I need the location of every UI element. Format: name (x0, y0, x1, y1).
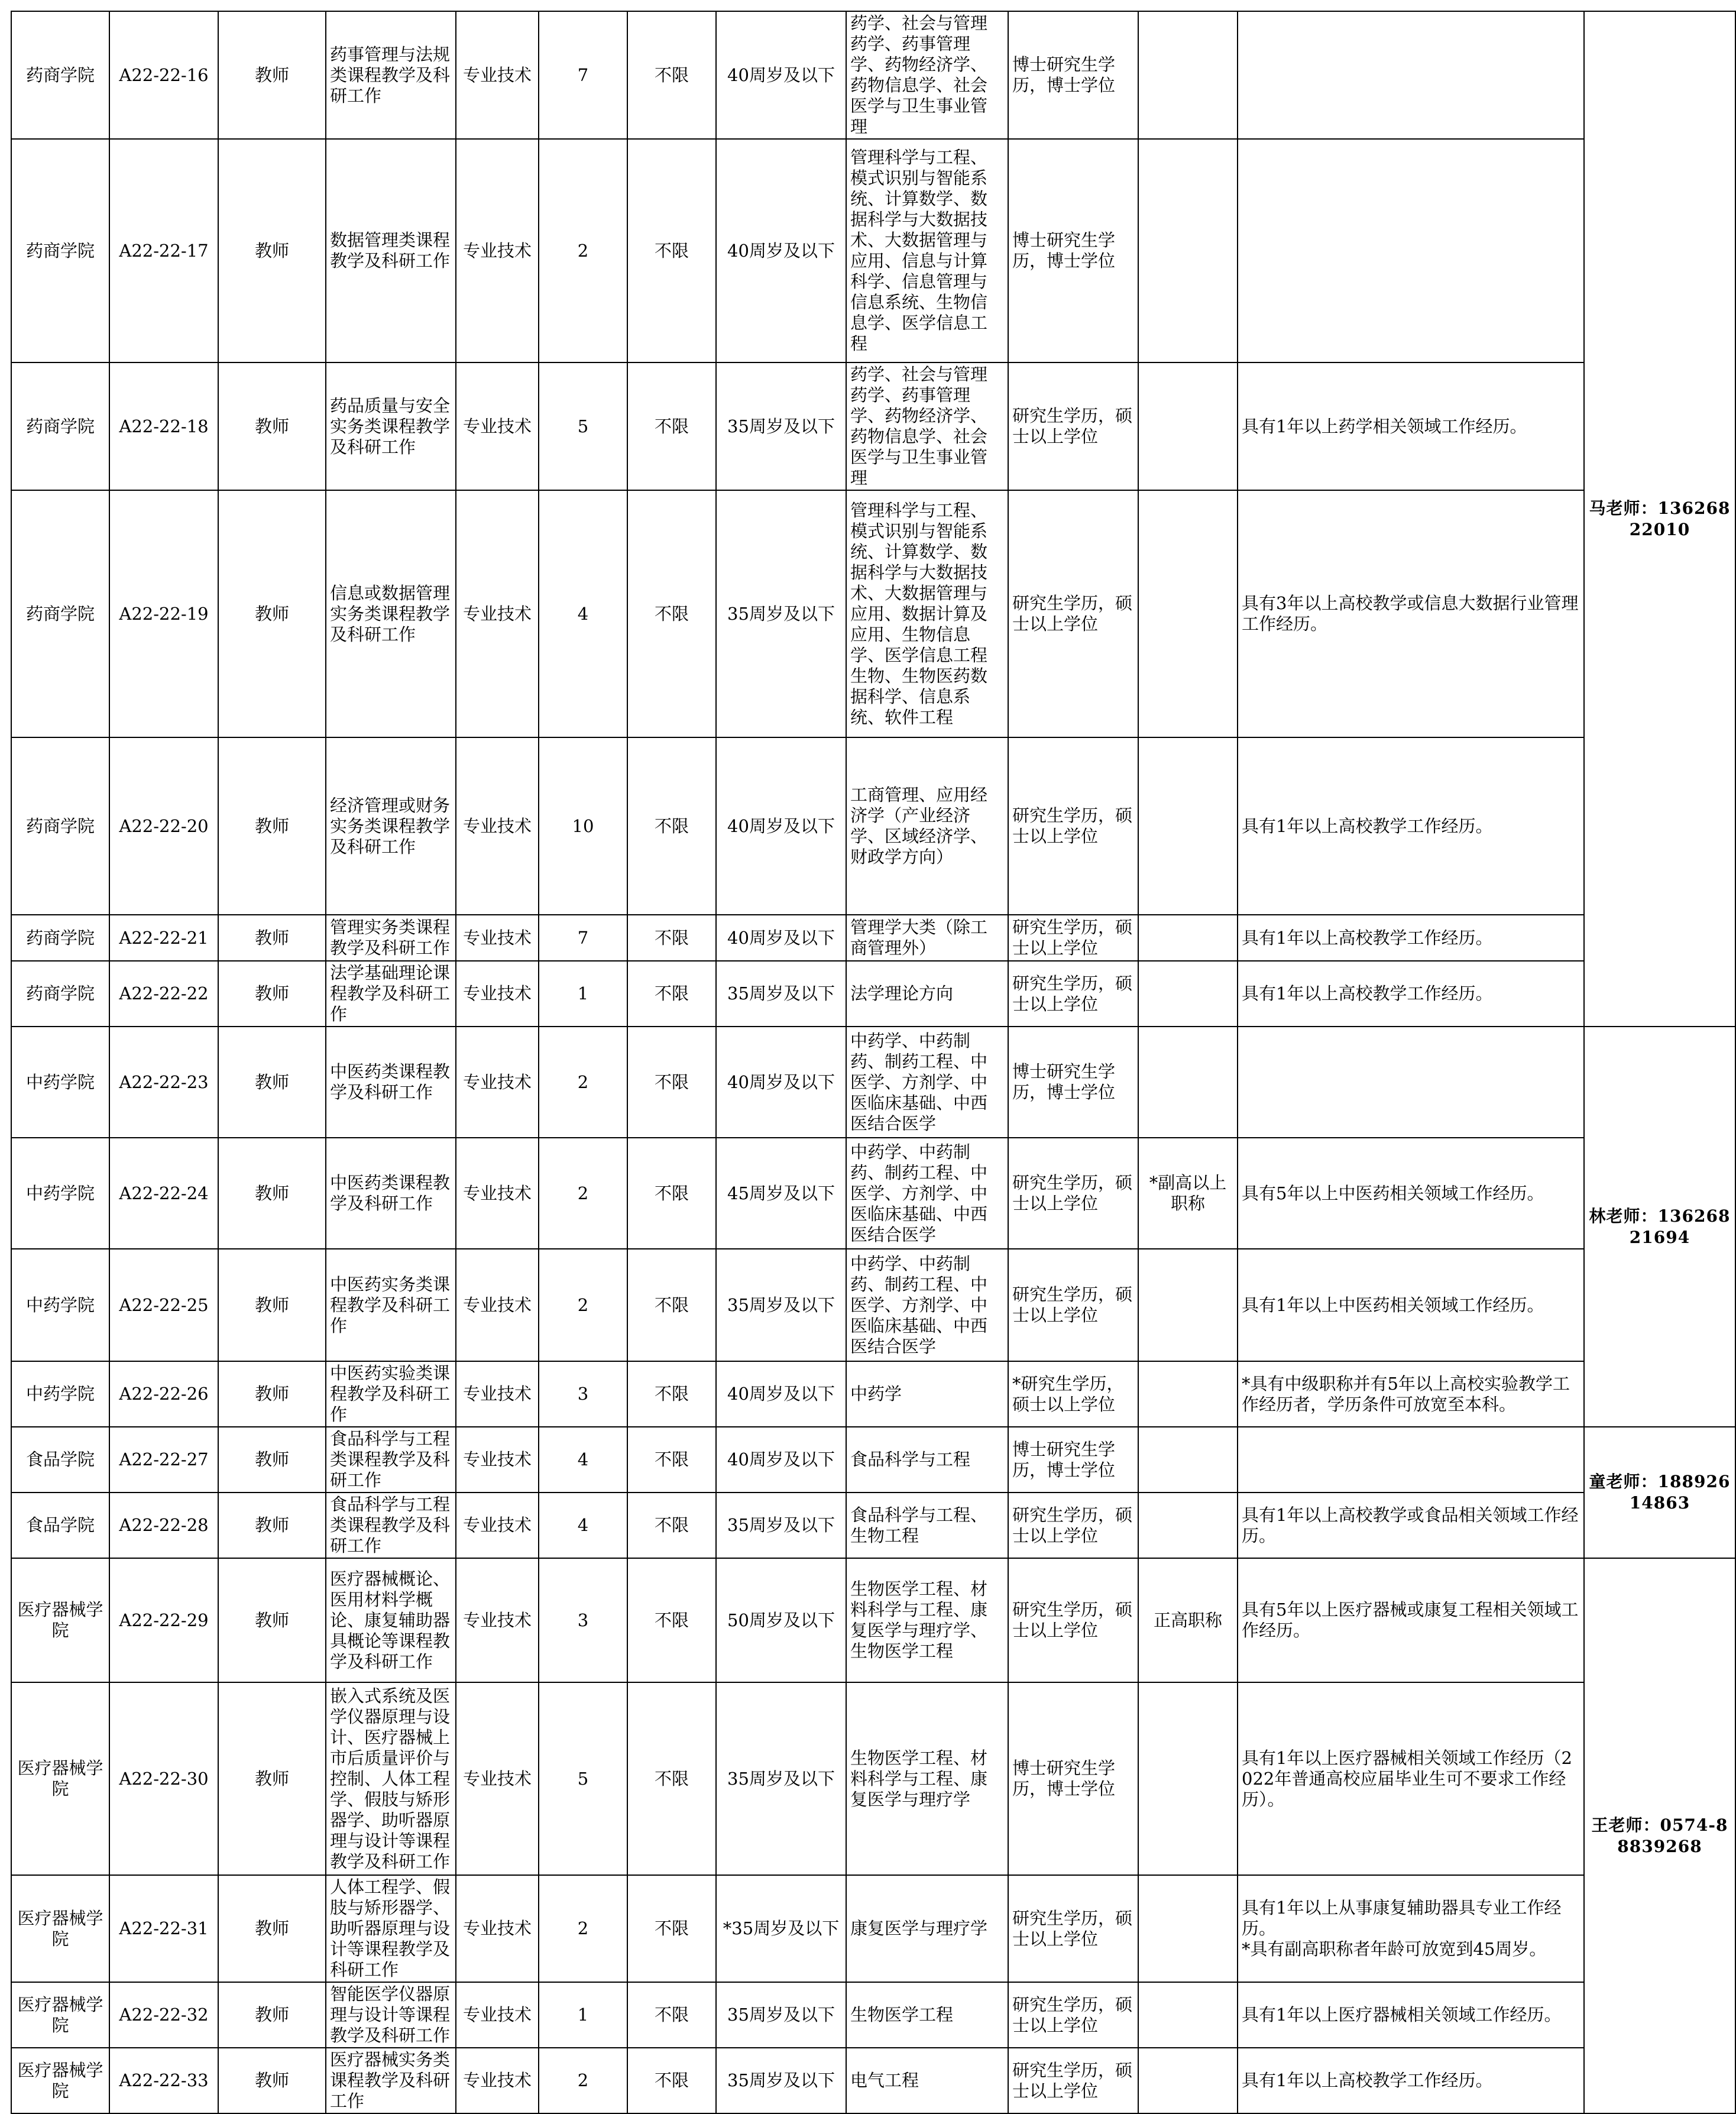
major-cell: 中药学 (846, 1361, 1008, 1427)
college-cell: 医疗器械学院 (11, 2048, 109, 2113)
education-cell: 博士研究生学历，博士学位 (1008, 1027, 1138, 1138)
title-cell (1138, 1875, 1238, 1982)
category-cell: 专业技术 (456, 1558, 539, 1682)
college-cell: 食品学院 (11, 1493, 109, 1558)
position-code-cell: A22-22-22 (109, 961, 218, 1027)
position-type-cell: 教师 (218, 737, 326, 915)
gender-cell: 不限 (627, 1427, 716, 1493)
other-requirement-cell: 具有5年以上医疗器械或康复工程相关领域工作经历。 (1238, 1558, 1584, 1682)
position-code-cell: A22-22-23 (109, 1027, 218, 1138)
other-requirement-cell: 具有1年以上医疗器械相关领域工作经历（2022年普通高校应届毕业生可不要求工作经历）。 (1238, 1682, 1584, 1875)
category-cell: 专业技术 (456, 11, 539, 139)
table-body (11, 11, 1735, 2113)
education-cell: 博士研究生学历，博士学位 (1008, 1682, 1138, 1875)
headcount-cell: 2 (539, 139, 627, 362)
headcount-cell: 2 (539, 1027, 627, 1138)
other-requirement-cell: *具有中级职称并有5年以上高校实验教学工作经历者，学历条件可放宽至本科。 (1238, 1361, 1584, 1427)
table-row (11, 139, 1735, 362)
position-code-cell: A22-22-20 (109, 737, 218, 915)
duty-cell: 信息或数据管理实务类课程教学及科研工作 (326, 490, 456, 737)
education-cell: 研究生学历，硕士以上学位 (1008, 1558, 1138, 1682)
category-cell: 专业技术 (456, 362, 539, 490)
contact-cell: 马老师：13626822010 (1584, 11, 1735, 1027)
age-cell: 35周岁及以下 (716, 1982, 846, 2048)
position-type-cell: 教师 (218, 139, 326, 362)
category-cell: 专业技术 (456, 1427, 539, 1493)
age-cell: *35周岁及以下 (716, 1875, 846, 1982)
title-cell (1138, 1427, 1238, 1493)
other-requirement-cell: 具有1年以上医疗器械相关领域工作经历。 (1238, 1982, 1584, 2048)
major-cell: 生物医学工程、材料科学与工程、康复医学与理疗学、生物医学工程 (846, 1558, 1008, 1682)
title-cell (1138, 11, 1238, 139)
title-cell (1138, 2048, 1238, 2113)
position-type-cell: 教师 (218, 1875, 326, 1982)
duty-cell: 中医药类课程教学及科研工作 (326, 1027, 456, 1138)
duty-cell: 智能医学仪器原理与设计等课程教学及科研工作 (326, 1982, 456, 2048)
headcount-cell: 1 (539, 961, 627, 1027)
age-cell: 35周岁及以下 (716, 362, 846, 490)
table-row (11, 1875, 1735, 1982)
college-cell: 药商学院 (11, 915, 109, 961)
college-cell: 食品学院 (11, 1427, 109, 1493)
category-cell: 专业技术 (456, 915, 539, 961)
college-cell: 药商学院 (11, 490, 109, 737)
headcount-cell: 4 (539, 1427, 627, 1493)
major-cell: 中药学、中药制药、制药工程、中医学、方剂学、中医临床基础、中西医结合医学 (846, 1027, 1008, 1138)
age-cell: 50周岁及以下 (716, 1558, 846, 1682)
headcount-cell: 4 (539, 1493, 627, 1558)
major-cell: 电气工程 (846, 2048, 1008, 2113)
title-cell (1138, 1982, 1238, 2048)
education-cell: 研究生学历，硕士以上学位 (1008, 1138, 1138, 1249)
headcount-cell: 2 (539, 1249, 627, 1361)
headcount-cell: 2 (539, 1138, 627, 1249)
table-row (11, 1982, 1735, 2048)
category-cell: 专业技术 (456, 490, 539, 737)
college-cell: 药商学院 (11, 139, 109, 362)
age-cell: 40周岁及以下 (716, 1427, 846, 1493)
college-cell: 药商学院 (11, 362, 109, 490)
duty-cell: 中医药实验类课程教学及科研工作 (326, 1361, 456, 1427)
position-code-cell: A22-22-27 (109, 1427, 218, 1493)
education-cell: 研究生学历，硕士以上学位 (1008, 1493, 1138, 1558)
education-cell: 研究生学历，硕士以上学位 (1008, 1875, 1138, 1982)
age-cell: 40周岁及以下 (716, 737, 846, 915)
category-cell: 专业技术 (456, 1982, 539, 2048)
table-row (11, 1027, 1735, 1138)
position-code-cell: A22-22-17 (109, 139, 218, 362)
gender-cell: 不限 (627, 490, 716, 737)
other-requirement-cell (1238, 1027, 1584, 1138)
gender-cell: 不限 (627, 961, 716, 1027)
title-cell (1138, 915, 1238, 961)
headcount-cell: 10 (539, 737, 627, 915)
age-cell: 35周岁及以下 (716, 2048, 846, 2113)
category-cell: 专业技术 (456, 2048, 539, 2113)
other-requirement-cell: 具有1年以上高校教学工作经历。 (1238, 737, 1584, 915)
position-type-cell: 教师 (218, 1558, 326, 1682)
gender-cell: 不限 (627, 1558, 716, 1682)
major-cell: 管理科学与工程、模式识别与智能系统、计算数学、数据科学与大数据技术、大数据管理与应用、信息与计算科学、信息管理与信息系统、生物信息学、医学信息工程 (846, 139, 1008, 362)
college-cell: 药商学院 (11, 961, 109, 1027)
category-cell: 专业技术 (456, 1138, 539, 1249)
contact-cell: 王老师：0574-88839268 (1584, 1558, 1735, 2113)
position-type-cell: 教师 (218, 1682, 326, 1875)
title-cell: *副高以上职称 (1138, 1138, 1238, 1249)
age-cell: 35周岁及以下 (716, 1249, 846, 1361)
category-cell: 专业技术 (456, 139, 539, 362)
education-cell: 研究生学历，硕士以上学位 (1008, 961, 1138, 1027)
education-cell: 研究生学历，硕士以上学位 (1008, 490, 1138, 737)
college-cell: 医疗器械学院 (11, 1875, 109, 1982)
major-cell: 药学、社会与管理药学、药事管理学、药物经济学、药物信息学、社会医学与卫生事业管理 (846, 11, 1008, 139)
gender-cell: 不限 (627, 1249, 716, 1361)
age-cell: 45周岁及以下 (716, 1138, 846, 1249)
position-type-cell: 教师 (218, 11, 326, 139)
table-row (11, 1493, 1735, 1558)
education-cell: 研究生学历，硕士以上学位 (1008, 2048, 1138, 2113)
college-cell: 医疗器械学院 (11, 1558, 109, 1682)
gender-cell: 不限 (627, 1982, 716, 2048)
duty-cell: 中医药类课程教学及科研工作 (326, 1138, 456, 1249)
contact-cell: 童老师：18892614863 (1584, 1427, 1735, 1558)
other-requirement-cell: 具有1年以上高校教学工作经历。 (1238, 961, 1584, 1027)
table-row (11, 490, 1735, 737)
major-cell: 康复医学与理疗学 (846, 1875, 1008, 1982)
major-cell: 法学理论方向 (846, 961, 1008, 1027)
duty-cell: 药事管理与法规类课程教学及科研工作 (326, 11, 456, 139)
position-type-cell: 教师 (218, 1138, 326, 1249)
headcount-cell: 5 (539, 362, 627, 490)
gender-cell: 不限 (627, 2048, 716, 2113)
table-row (11, 362, 1735, 490)
major-cell: 工商管理、应用经济学（产业经济学、区域经济学、财政学方向） (846, 737, 1008, 915)
position-code-cell: A22-22-32 (109, 1982, 218, 2048)
other-requirement-cell: 具有1年以上中医药相关领域工作经历。 (1238, 1249, 1584, 1361)
table-row (11, 1558, 1735, 1682)
table-row (11, 915, 1735, 961)
table-row (11, 1249, 1735, 1361)
other-requirement-cell (1238, 1427, 1584, 1493)
position-code-cell: A22-22-29 (109, 1558, 218, 1682)
gender-cell: 不限 (627, 362, 716, 490)
education-cell: 博士研究生学历，博士学位 (1008, 1427, 1138, 1493)
age-cell: 35周岁及以下 (716, 961, 846, 1027)
education-cell: 博士研究生学历，博士学位 (1008, 139, 1138, 362)
duty-cell: 嵌入式系统及医学仪器原理与设计、医疗器械上市后质量评价与控制、人体工程学、假肢与矫形器学、助听器原理与设计等课程教学及科研工作 (326, 1682, 456, 1875)
position-type-cell: 教师 (218, 490, 326, 737)
table-row (11, 961, 1735, 1027)
headcount-cell: 7 (539, 11, 627, 139)
college-cell: 医疗器械学院 (11, 1982, 109, 2048)
education-cell: 研究生学历，硕士以上学位 (1008, 1982, 1138, 2048)
duty-cell: 医疗器械实务类课程教学及科研工作 (326, 2048, 456, 2113)
position-type-cell: 教师 (218, 1427, 326, 1493)
education-cell: *研究生学历，硕士以上学位 (1008, 1361, 1138, 1427)
position-code-cell: A22-22-31 (109, 1875, 218, 1982)
duty-cell: 医疗器械概论、医用材料学概论、康复辅助器具概论等课程教学及科研工作 (326, 1558, 456, 1682)
title-cell (1138, 1682, 1238, 1875)
duty-cell: 药品质量与安全实务类课程教学及科研工作 (326, 362, 456, 490)
contact-cell: 林老师：13626821694 (1584, 1027, 1735, 1427)
other-requirement-cell (1238, 139, 1584, 362)
position-code-cell: A22-22-30 (109, 1682, 218, 1875)
title-cell (1138, 961, 1238, 1027)
duty-cell: 食品科学与工程类课程教学及科研工作 (326, 1493, 456, 1558)
major-cell: 生物医学工程 (846, 1982, 1008, 2048)
age-cell: 40周岁及以下 (716, 11, 846, 139)
headcount-cell: 2 (539, 1875, 627, 1982)
position-type-cell: 教师 (218, 1493, 326, 1558)
gender-cell: 不限 (627, 915, 716, 961)
gender-cell: 不限 (627, 1493, 716, 1558)
headcount-cell: 3 (539, 1558, 627, 1682)
title-cell (1138, 1493, 1238, 1558)
position-type-cell: 教师 (218, 1027, 326, 1138)
position-code-cell: A22-22-19 (109, 490, 218, 737)
table-row (11, 1361, 1735, 1427)
major-cell: 管理学大类（除工商管理外） (846, 915, 1008, 961)
category-cell: 专业技术 (456, 1249, 539, 1361)
title-cell (1138, 362, 1238, 490)
category-cell: 专业技术 (456, 1682, 539, 1875)
position-code-cell: A22-22-25 (109, 1249, 218, 1361)
duty-cell: 数据管理类课程教学及科研工作 (326, 139, 456, 362)
position-code-cell: A22-22-21 (109, 915, 218, 961)
position-type-cell: 教师 (218, 1361, 326, 1427)
table-row (11, 1138, 1735, 1249)
college-cell: 中药学院 (11, 1138, 109, 1249)
table-row (11, 11, 1735, 139)
position-type-cell: 教师 (218, 1982, 326, 2048)
title-cell (1138, 1361, 1238, 1427)
position-type-cell: 教师 (218, 362, 326, 490)
college-cell: 中药学院 (11, 1249, 109, 1361)
major-cell: 管理科学与工程、模式识别与智能系统、计算数学、数据科学与大数据技术、大数据管理与应用、数据计算及应用、生物信息学、医学信息工程生物、生物医药数据科学、信息系统、软件工程 (846, 490, 1008, 737)
position-type-cell: 教师 (218, 2048, 326, 2113)
position-code-cell: A22-22-28 (109, 1493, 218, 1558)
title-cell (1138, 1249, 1238, 1361)
age-cell: 35周岁及以下 (716, 1493, 846, 1558)
age-cell: 35周岁及以下 (716, 1682, 846, 1875)
recruitment-table (11, 11, 1736, 2114)
gender-cell: 不限 (627, 11, 716, 139)
age-cell: 35周岁及以下 (716, 490, 846, 737)
position-type-cell: 教师 (218, 915, 326, 961)
headcount-cell: 3 (539, 1361, 627, 1427)
table-row (11, 1682, 1735, 1875)
major-cell: 食品科学与工程 (846, 1427, 1008, 1493)
title-cell (1138, 1027, 1238, 1138)
college-cell: 中药学院 (11, 1027, 109, 1138)
college-cell: 药商学院 (11, 737, 109, 915)
duty-cell: 管理实务类课程教学及科研工作 (326, 915, 456, 961)
title-cell (1138, 139, 1238, 362)
other-requirement-cell: 具有1年以上高校教学工作经历。 (1238, 2048, 1584, 2113)
other-requirement-cell: 具有1年以上高校教学或食品相关领域工作经历。 (1238, 1493, 1584, 1558)
college-cell: 药商学院 (11, 11, 109, 139)
major-cell: 中药学、中药制药、制药工程、中医学、方剂学、中医临床基础、中西医结合医学 (846, 1138, 1008, 1249)
title-cell (1138, 490, 1238, 737)
position-code-cell: A22-22-18 (109, 362, 218, 490)
other-requirement-cell: 具有1年以上高校教学工作经历。 (1238, 915, 1584, 961)
education-cell: 研究生学历，硕士以上学位 (1008, 362, 1138, 490)
duty-cell: 人体工程学、假肢与矫形器学、助听器原理与设计等课程教学及科研工作 (326, 1875, 456, 1982)
major-cell: 药学、社会与管理药学、药事管理学、药物经济学、药物信息学、社会医学与卫生事业管理 (846, 362, 1008, 490)
position-type-cell: 教师 (218, 961, 326, 1027)
age-cell: 40周岁及以下 (716, 1027, 846, 1138)
gender-cell: 不限 (627, 139, 716, 362)
headcount-cell: 7 (539, 915, 627, 961)
category-cell: 专业技术 (456, 1493, 539, 1558)
college-cell: 中药学院 (11, 1361, 109, 1427)
category-cell: 专业技术 (456, 1361, 539, 1427)
table-row (11, 2048, 1735, 2113)
duty-cell: 经济管理或财务实务类课程教学及科研工作 (326, 737, 456, 915)
gender-cell: 不限 (627, 1361, 716, 1427)
gender-cell: 不限 (627, 1027, 716, 1138)
headcount-cell: 1 (539, 1982, 627, 2048)
other-requirement-cell: 具有3年以上高校教学或信息大数据行业管理工作经历。 (1238, 490, 1584, 737)
education-cell: 博士研究生学历，博士学位 (1008, 11, 1138, 139)
major-cell: 食品科学与工程、生物工程 (846, 1493, 1008, 1558)
age-cell: 40周岁及以下 (716, 139, 846, 362)
headcount-cell: 4 (539, 490, 627, 737)
category-cell: 专业技术 (456, 961, 539, 1027)
major-cell: 生物医学工程、材料科学与工程、康复医学与理疗学 (846, 1682, 1008, 1875)
other-requirement-cell: 具有1年以上从事康复辅助器具专业工作经历。 *具有副高职称者年龄可放宽到45周岁。 (1238, 1875, 1584, 1982)
education-cell: 研究生学历，硕士以上学位 (1008, 737, 1138, 915)
table-row (11, 1427, 1735, 1493)
category-cell: 专业技术 (456, 737, 539, 915)
age-cell: 40周岁及以下 (716, 915, 846, 961)
position-code-cell: A22-22-33 (109, 2048, 218, 2113)
duty-cell: 中医药实务类课程教学及科研工作 (326, 1249, 456, 1361)
duty-cell: 法学基础理论课程教学及科研工作 (326, 961, 456, 1027)
gender-cell: 不限 (627, 1875, 716, 1982)
age-cell: 40周岁及以下 (716, 1361, 846, 1427)
position-code-cell: A22-22-16 (109, 11, 218, 139)
college-cell: 医疗器械学院 (11, 1682, 109, 1875)
major-cell: 中药学、中药制药、制药工程、中医学、方剂学、中医临床基础、中西医结合医学 (846, 1249, 1008, 1361)
title-cell: 正高职称 (1138, 1558, 1238, 1682)
other-requirement-cell: 具有5年以上中医药相关领域工作经历。 (1238, 1138, 1584, 1249)
category-cell: 专业技术 (456, 1875, 539, 1982)
other-requirement-cell (1238, 11, 1584, 139)
education-cell: 研究生学历，硕士以上学位 (1008, 915, 1138, 961)
position-code-cell: A22-22-26 (109, 1361, 218, 1427)
position-code-cell: A22-22-24 (109, 1138, 218, 1249)
position-type-cell: 教师 (218, 1249, 326, 1361)
category-cell: 专业技术 (456, 1027, 539, 1138)
headcount-cell: 5 (539, 1682, 627, 1875)
gender-cell: 不限 (627, 1138, 716, 1249)
title-cell (1138, 737, 1238, 915)
other-requirement-cell: 具有1年以上药学相关领域工作经历。 (1238, 362, 1584, 490)
gender-cell: 不限 (627, 1682, 716, 1875)
education-cell: 研究生学历，硕士以上学位 (1008, 1249, 1138, 1361)
headcount-cell: 2 (539, 2048, 627, 2113)
duty-cell: 食品科学与工程类课程教学及科研工作 (326, 1427, 456, 1493)
gender-cell: 不限 (627, 737, 716, 915)
table-row (11, 737, 1735, 915)
